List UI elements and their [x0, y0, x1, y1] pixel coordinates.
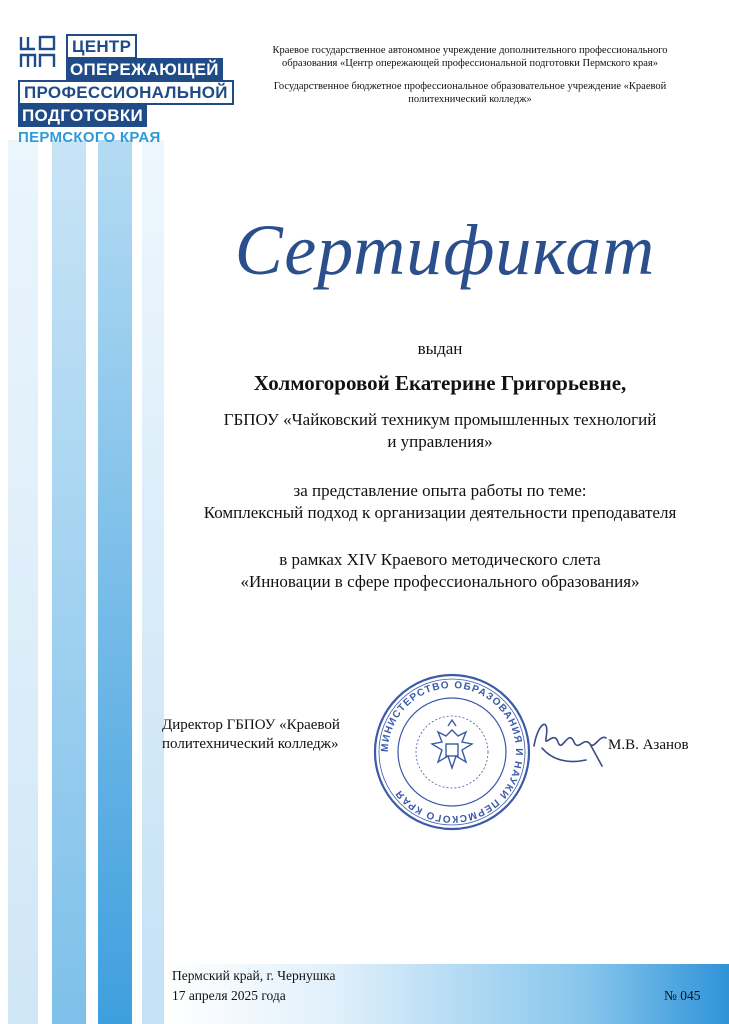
certificate-number: № 045 [664, 988, 701, 1003]
signer-role [162, 716, 382, 754]
event-line-1: в рамках XIV Краевого методического слета [279, 550, 601, 569]
logo-line-training: ПОДГОТОВКИ [18, 104, 147, 127]
logo-line-center: ЦЕНТР [66, 34, 137, 59]
award-reason [160, 480, 720, 524]
recipient-organization [160, 409, 720, 453]
recipient-org-line-1: ГБПОУ «Чайковский техникум промышленных технологий [223, 410, 657, 429]
handwritten-signature-icon [528, 708, 613, 770]
stripe [52, 140, 86, 1024]
issuer-header [258, 44, 682, 116]
footer-date: 17 апреля 2025 года [172, 988, 286, 1003]
recipient-name: Холмогоровой Екатерине Григорьевне, [253, 371, 627, 395]
eagle-emblem-icon [432, 720, 472, 768]
event-line-2: «Инновации в сфере профессионального образования» [240, 572, 640, 591]
reason-line-2: Комплексный подход к организации деятельности преподавателя [203, 503, 677, 522]
copp-logo-mark-icon [18, 34, 58, 70]
issuer-org-2: Государственное бюджетное профессиональное образовательное учреждение «Краевой политехнический колледж» [273, 81, 667, 105]
logo-line-professional: ПРОФЕССИОНАЛЬНОЙ [18, 80, 234, 105]
logo-line-region: ПЕРМСКОГО КРАЯ [18, 129, 161, 146]
official-stamp-icon [372, 672, 532, 832]
stripe [98, 140, 132, 1024]
signer-name: М.В. Азанов [608, 737, 689, 753]
stamp-text: МИНИСТЕРСТВО ОБРАЗОВАНИЯ И НАУКИ ПЕРМСКОГО КРАЯ [379, 679, 525, 825]
event-info [160, 549, 720, 593]
footer-place: Пермский край, г. Чернушка [172, 968, 336, 983]
signer-role-line-1: Директор ГБПОУ «Краевой [162, 717, 340, 733]
svg-text:МИНИСТЕРСТВО ОБРАЗОВАНИЯ И НАУ [380, 680, 524, 824]
recipient-org-line-2: и управления» [387, 432, 493, 451]
signer-role-line-2: политехнический колледж» [162, 736, 339, 752]
copp-logo [18, 30, 248, 145]
issued-label: выдан [417, 339, 463, 358]
certificate-title: Сертификат [234, 210, 656, 290]
issuer-org-1: Краевое государственное автономное учреждение дополнительного профессионального образования «Центр опережающей профессиональной подготовки Пермского края» [272, 45, 668, 69]
stripe [8, 140, 38, 1024]
reason-line-1: за представление опыта работы по теме: [293, 481, 587, 500]
decorative-stripes [0, 0, 170, 1024]
logo-line-advanced: ОПЕРЕЖАЮЩЕЙ [66, 58, 223, 81]
